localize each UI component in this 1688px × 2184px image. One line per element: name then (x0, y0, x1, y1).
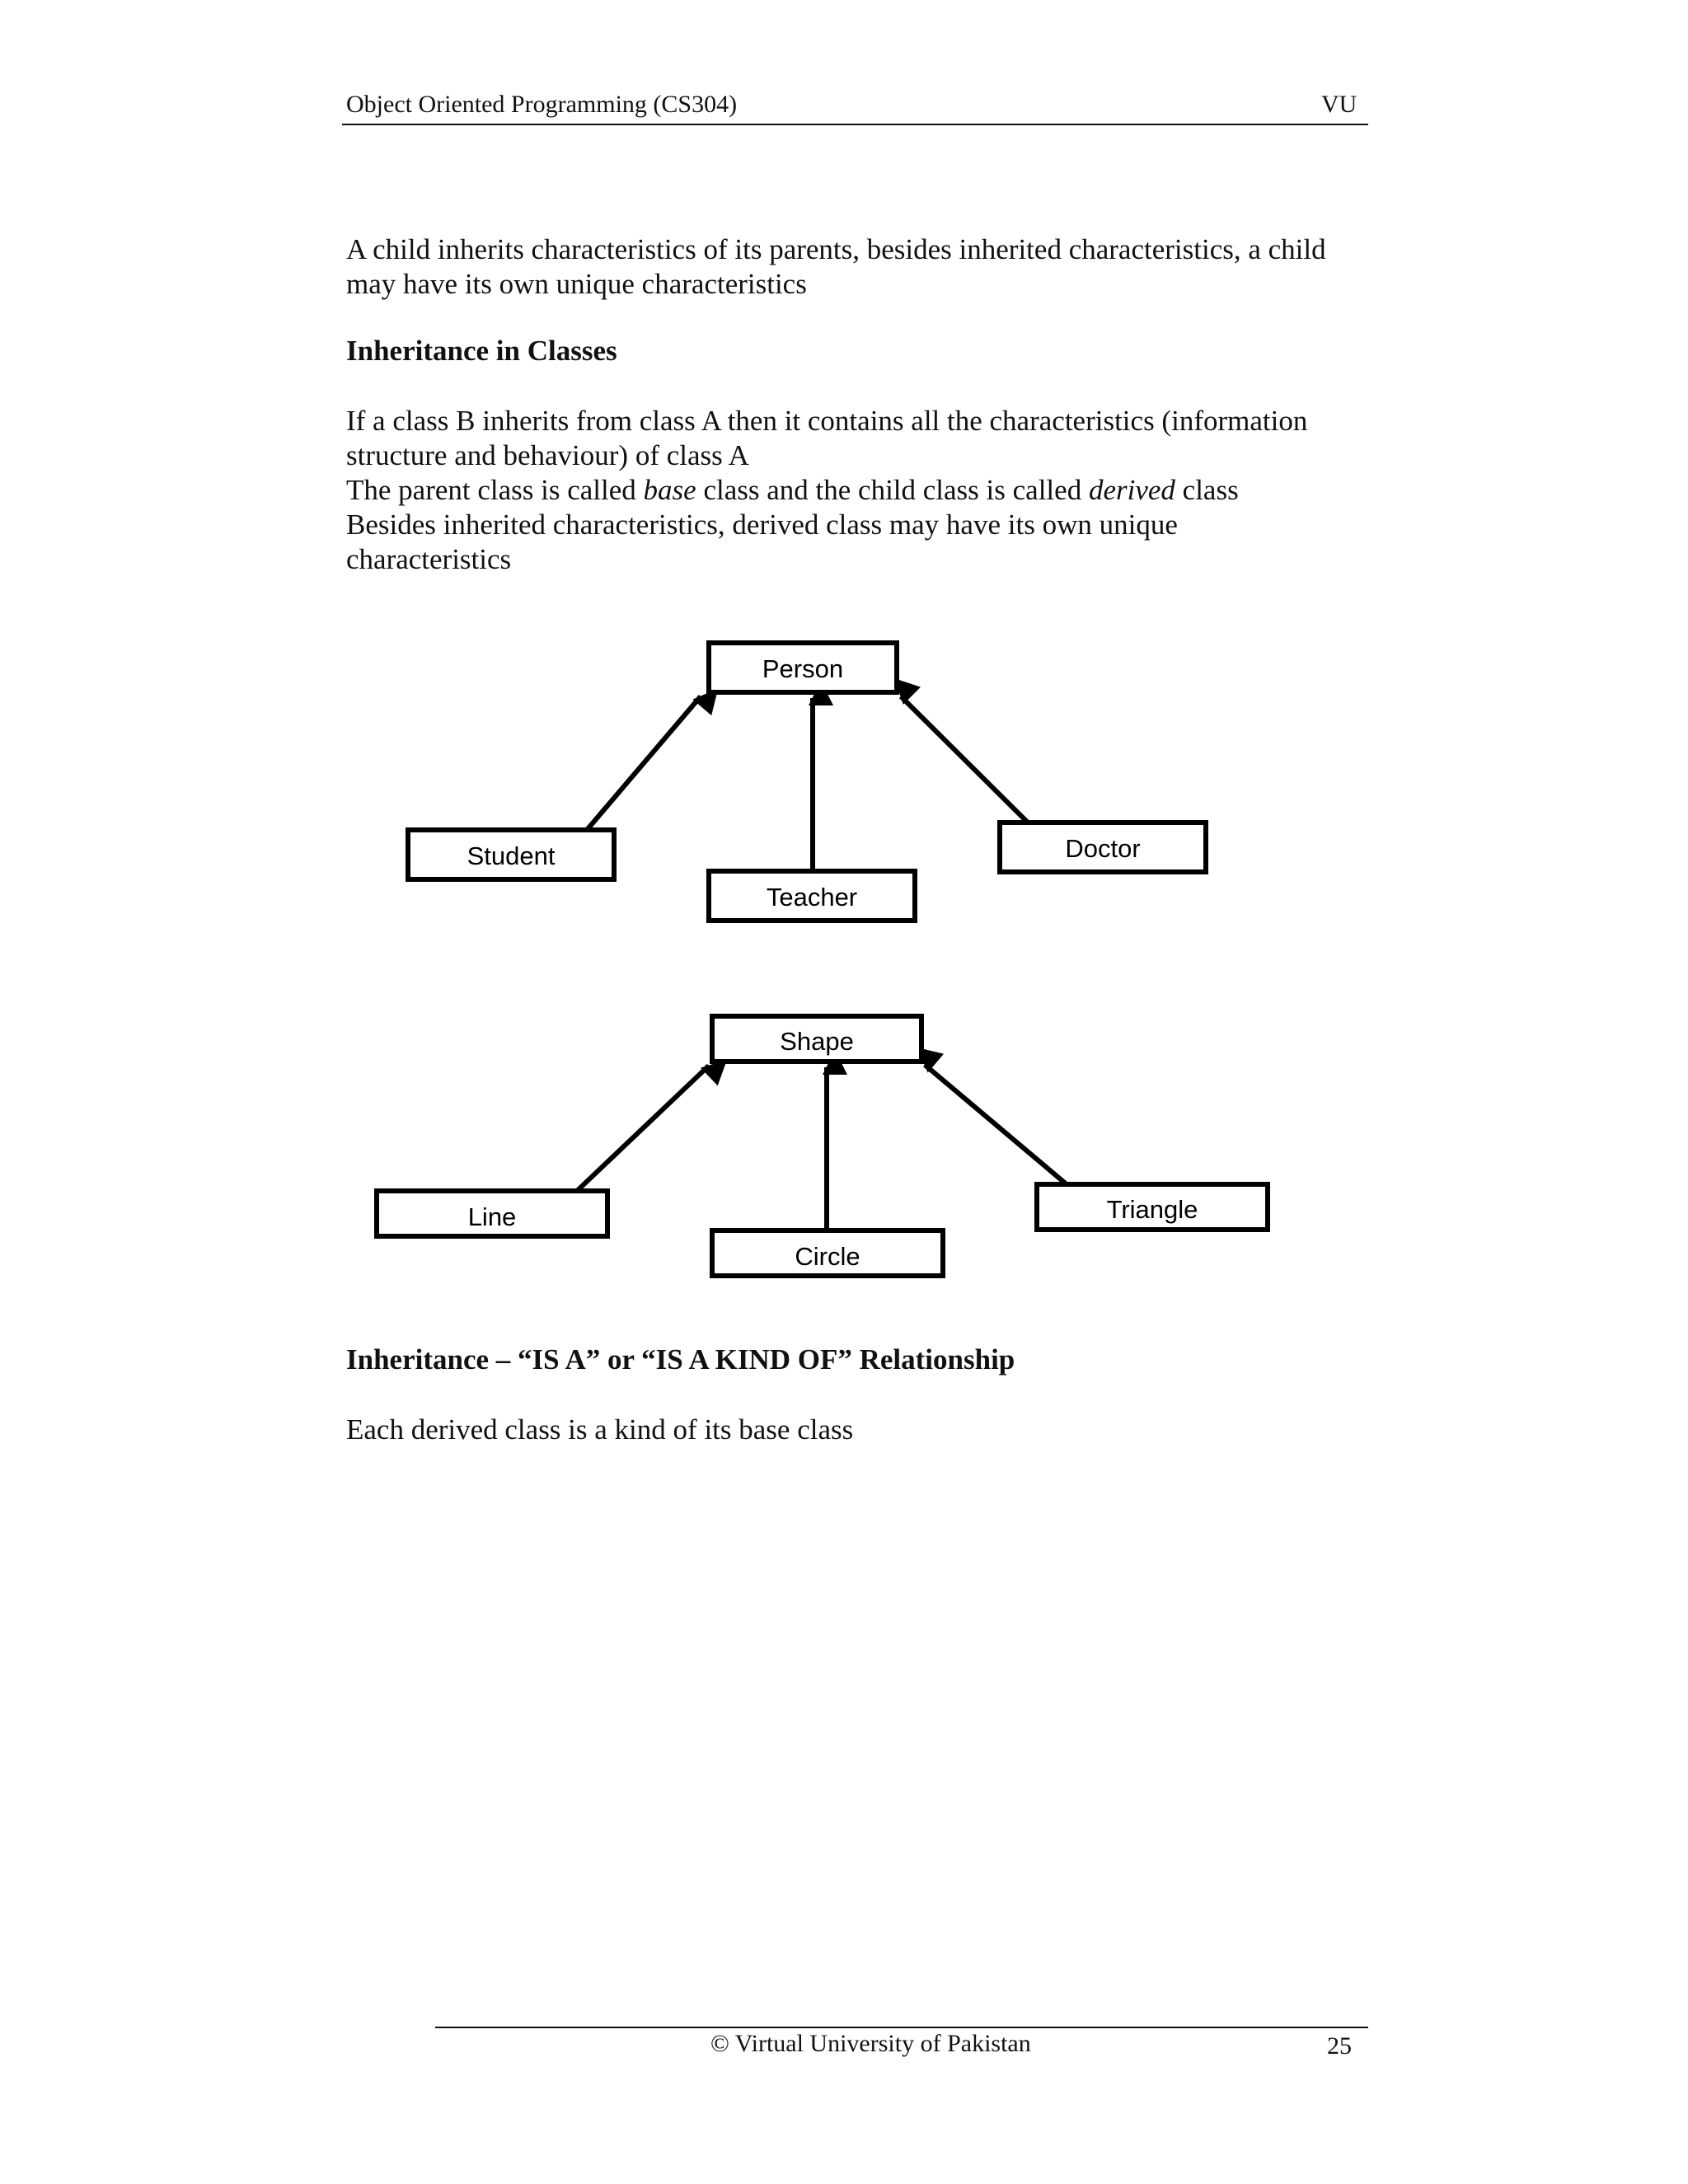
section-heading-is-a-relationship: Inheritance – “IS A” or “IS A KIND OF” Relationship (346, 1343, 1015, 1376)
person-class-diagram (408, 643, 1206, 921)
para2-text-before: The parent class is called (346, 474, 644, 506)
arrow-student-to-person (587, 696, 701, 830)
section1-para3-line1: Besides inherited characteristics, derived class may have its own unique (346, 509, 1178, 541)
section1-para1-line2: structure and behaviour) of class A (346, 439, 749, 471)
class-label-triangle: Triangle (1106, 1195, 1198, 1224)
class-box-shape (712, 1016, 921, 1062)
section1-para3-line2: characteristics (346, 543, 512, 575)
class-label-person: Person (762, 654, 844, 683)
class-box-line (377, 1191, 607, 1236)
header-institution: VU (1321, 91, 1357, 118)
arrow-triangle-to-shape (925, 1065, 1067, 1184)
header-course-title: Object Oriented Programming (CS304) (346, 91, 738, 118)
section2-para1: Each derived class is a kind of its base class (346, 1413, 854, 1446)
class-label-doctor: Doctor (1065, 834, 1141, 863)
arrow-doctor-to-person (901, 696, 1028, 823)
class-box-doctor (1000, 823, 1206, 872)
para2-text-middle: class and the child class is called (696, 474, 1089, 506)
arrow-line-to-shape (577, 1066, 709, 1191)
class-box-triangle (1037, 1184, 1268, 1230)
class-label-student: Student (467, 841, 556, 870)
class-box-student (408, 830, 614, 879)
class-label-circle: Circle (795, 1242, 860, 1271)
term-derived: derived (1088, 474, 1175, 506)
footer-rule (435, 2027, 1368, 2028)
class-box-circle (712, 1230, 943, 1276)
footer-page-number: 25 (1327, 2032, 1352, 2060)
section-heading-inheritance-in-classes: Inheritance in Classes (346, 335, 617, 367)
class-label-shape: Shape (780, 1027, 854, 1056)
footer-copyright: © Virtual University of Pakistan (710, 2030, 1031, 2057)
para2-text-after: class (1175, 474, 1239, 506)
class-box-teacher (709, 871, 915, 921)
section1-para1-line1: If a class B inherits from class A then it contains all the characteristics (information (346, 405, 1308, 437)
term-base: base (643, 474, 696, 506)
class-box-person (709, 643, 897, 692)
class-label-teacher: Teacher (766, 883, 858, 912)
shape-class-diagram (377, 1016, 1268, 1276)
intro-line-2: may have its own unique characteristics (346, 268, 807, 300)
intro-line-1: A child inherits characteristics of its parents, besides inherited characteristics, a child (346, 233, 1326, 265)
class-label-line: Line (467, 1202, 517, 1231)
